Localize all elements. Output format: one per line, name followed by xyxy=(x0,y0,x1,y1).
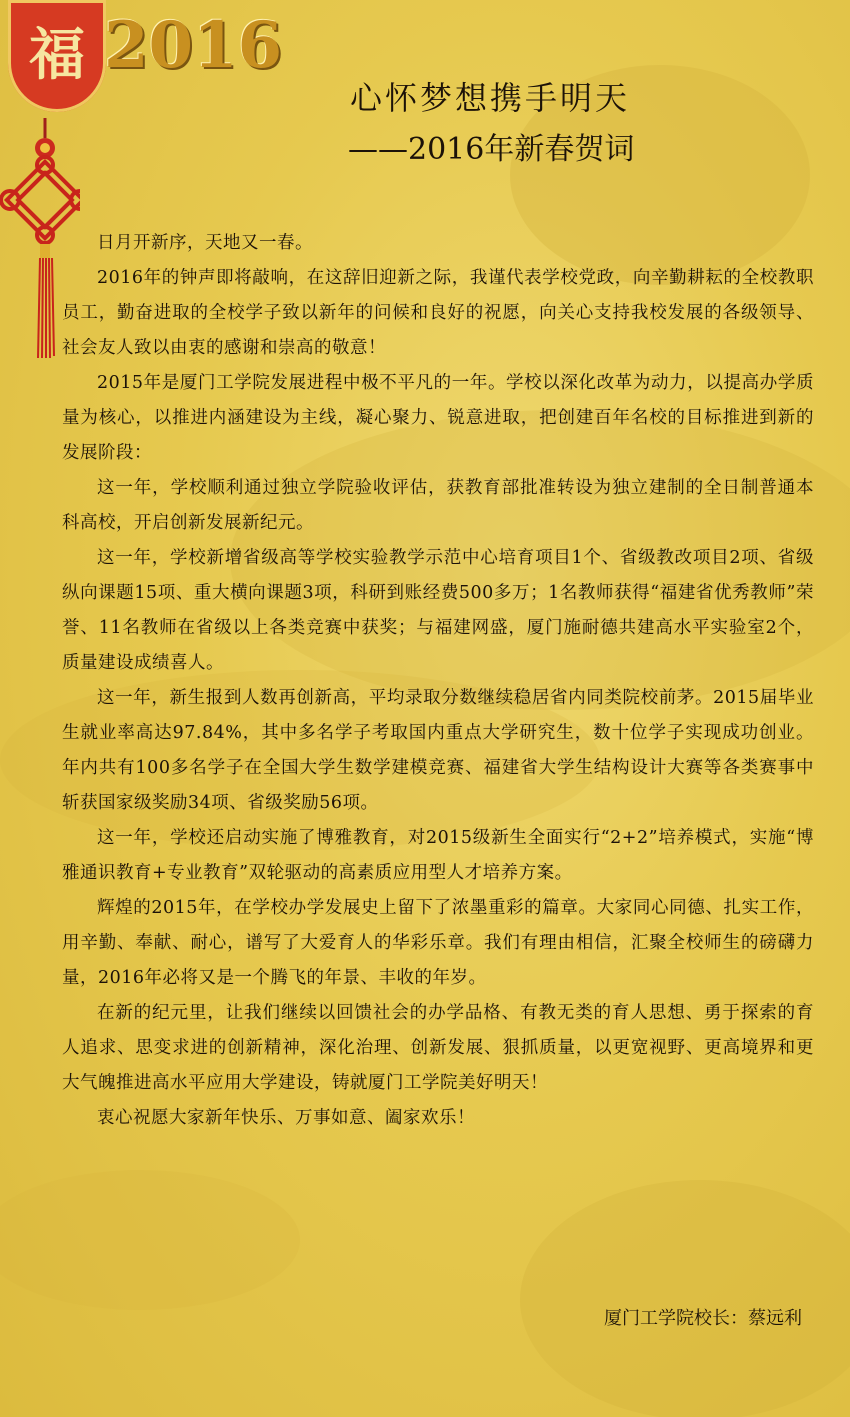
letter-body xyxy=(62,226,814,1136)
paragraph: 2016年的钟声即将敲响，在这辞旧迎新之际，我谨代表学校党政，向辛勤耕耘的全校教职员工，勤奋进取的全校学子致以新年的问候和良好的祝愿，向关心支持我校发展的各级领导、社会友人致以由衷的感谢和崇高的敬意！ xyxy=(62,268,814,358)
paragraph: 这一年，学校新增省级高等学校实验教学示范中心培育项目1个、省级教改项目2项、省级纵向课题15项、重大横向课题3项，科研到账经费500多万；1名教师获得“福建省优秀教师”荣誉、11名教师在省级以上各类竞赛中获奖；与福建网盛，厦门施耐德共建高水平实验室2个，质量建设成绩喜人。 xyxy=(62,548,814,673)
page-subtitle: ——2016年新春贺词 xyxy=(348,132,635,167)
paragraph: 这一年，学校还启动实施了博雅教育，对2015级新生全面实行“2+2”培养模式，实施“博雅通识教育+专业教育”双轮驱动的高素质应用型人才培养方案。 xyxy=(62,828,814,883)
paragraph: 这一年，学校顺利通过独立学院验收评估，获教育部批准转设为独立建制的全日制普通本科高校，开启创新发展新纪元。 xyxy=(62,478,814,533)
fu-character: 福 xyxy=(29,22,85,88)
paragraph: 在新的纪元里，让我们继续以回馈社会的办学品格、有教无类的育人思想、勇于探索的育人追求、思变求进的创新精神，深化治理、创新发展、狠抓质量，以更宽视野、更高境界和更大气魄推进高水平应用大学建设，铸就厦门工学院美好明天！ xyxy=(62,1003,814,1093)
signature: 厦门工学院校长：蔡远利 xyxy=(604,1308,802,1329)
year-heading: 2016 xyxy=(104,8,283,83)
paragraph: 日月开新序，天地又一春。 xyxy=(97,233,313,253)
paragraph: 2015年是厦门工学院发展进程中极不平凡的一年。学校以深化改革为动力，以提高办学质量为核心，以推进内涵建设为主线，凝心聚力、锐意进取，把创建百年名校的目标推进到新的发展阶段： xyxy=(62,373,814,463)
page-title: 心怀梦想携手明天 xyxy=(350,79,631,117)
paragraph: 衷心祝愿大家新年快乐、万事如意、阖家欢乐！ xyxy=(97,1108,475,1128)
paragraph: 这一年，新生报到人数再创新高，平均录取分数继续稳居省内同类院校前茅。2015届毕业生就业率高达97.84%，其中多名学子考取国内重点大学研究生，数十位学子实现成功创业。年内共有100多名学子在全国大学生数学建模竞赛、福建省大学生结构设计大赛等各类赛事中斩获国家级奖励34项、省级奖励56项。 xyxy=(62,688,814,813)
paragraph: 辉煌的2015年，在学校办学发展史上留下了浓墨重彩的篇章。大家同心同德、扎实工作，用辛勤、奉献、耐心，谱写了大爱育人的华彩乐章。我们有理由相信，汇聚全校师生的磅礴力量，2016年必将又是一个腾飞的年景、丰收的年岁。 xyxy=(62,898,814,988)
